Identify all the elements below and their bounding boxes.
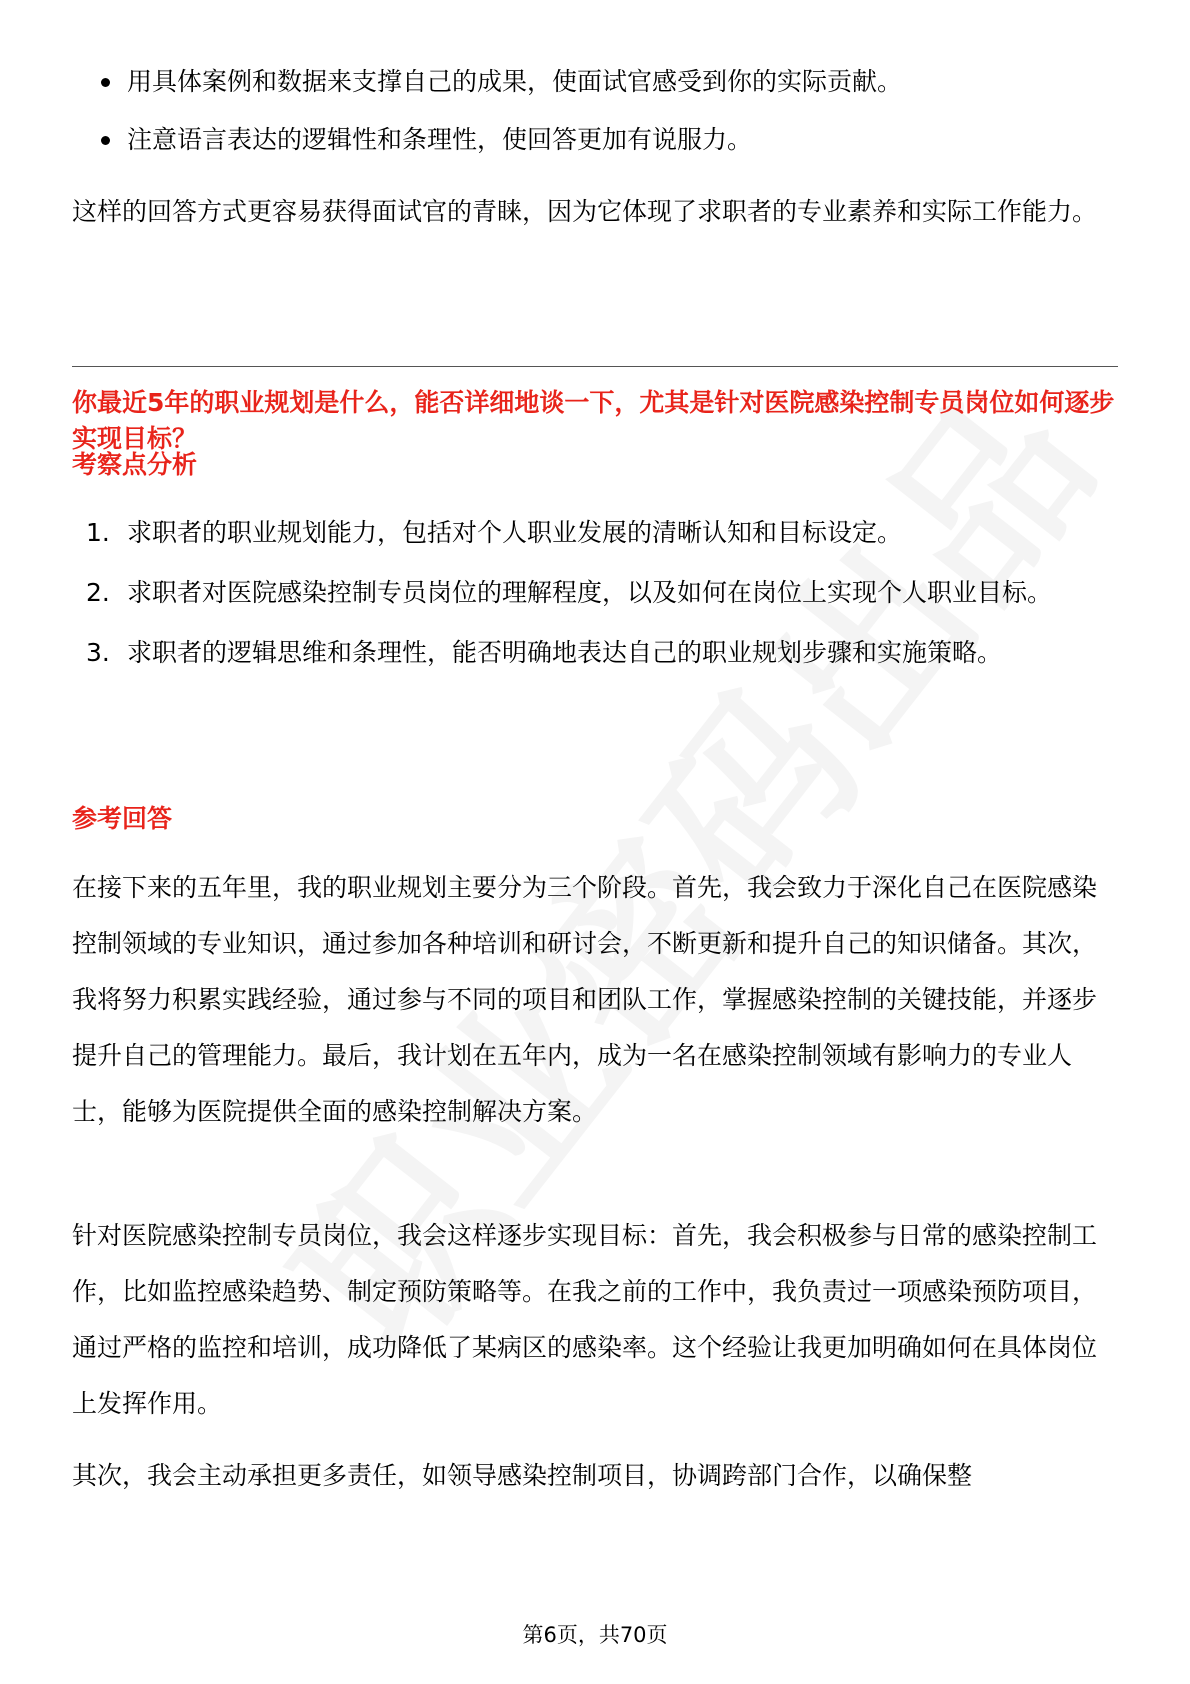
answer-paragraph: 在接下来的五年里，我的职业规划主要分为三个阶段。首先，我会致力于深化自己在医院感染控制领域的专业知识，通过参加各种培训和研讨会，不断更新和提升自己的知识储备。其次，我将努力积累实践经验，通过参与不同的项目和团队工作，掌握感染控制的关键技能，并逐步提升自己的管理能力。最后，我计划在五年内，成为一名在感染控制领域有影响力的专业人士，能够为医院提供全面的感染控制解决方案。	[72, 873, 1098, 1126]
intro-bullet-list	[72, 62, 1118, 178]
list-number: 1.	[86, 518, 110, 547]
list-item	[72, 505, 1118, 561]
bullet-text: 注意语言表达的逻辑性和条理性，使回答更加有说服力。	[127, 125, 753, 154]
list-text: 求职者对医院感染控制专员岗位的理解程度，以及如何在岗位上实现个人职业目标。	[127, 578, 1053, 607]
list-item	[72, 625, 1118, 681]
divider	[72, 366, 1118, 367]
answer-title: 参考回答	[72, 804, 173, 833]
list-number: 3.	[86, 638, 110, 667]
list-text: 求职者的职业规划能力，包括对个人职业发展的清晰认知和目标设定。	[127, 518, 903, 547]
bullet-text: 用具体案例和数据来支撑自己的成果，使面试官感受到你的实际贡献。	[127, 67, 903, 96]
list-number: 2.	[86, 578, 110, 607]
page-number: 第6页，共70页	[522, 1623, 668, 1647]
question-heading: 你最近5年的职业规划是什么，能否详细地谈一下，尤其是针对医院感染控制专员岗位如何逐步实现目标？	[72, 388, 1115, 453]
bullet-icon	[101, 136, 110, 145]
list-item	[72, 565, 1118, 621]
answer-paragraph: 针对医院感染控制专员岗位，我会这样逐步实现目标：首先，我会积极参与日常的感染控制工作，比如监控感染趋势、制定预防策略等。在我之前的工作中，我负责过一项感染预防项目，通过严格的监控和培训，成功降低了某病区的感染率。这个经验让我更加明确如何在具体岗位上发挥作用。	[72, 1221, 1098, 1418]
answer-paragraph: 其次，我会主动承担更多责任，如领导感染控制项目，协调跨部门合作，以确保整	[72, 1461, 973, 1490]
analysis-list	[72, 505, 1118, 685]
intro-conclusion: 这样的回答方式更容易获得面试官的青睐，因为它体现了求职者的专业素养和实际工作能力。	[72, 197, 1098, 226]
list-item	[72, 62, 1118, 102]
list-text: 求职者的逻辑思维和条理性，能否明确地表达自己的职业规划步骤和实施策略。	[127, 638, 1003, 667]
bullet-icon	[101, 78, 110, 87]
analysis-title: 考察点分析	[72, 450, 198, 479]
list-item	[72, 120, 1118, 160]
